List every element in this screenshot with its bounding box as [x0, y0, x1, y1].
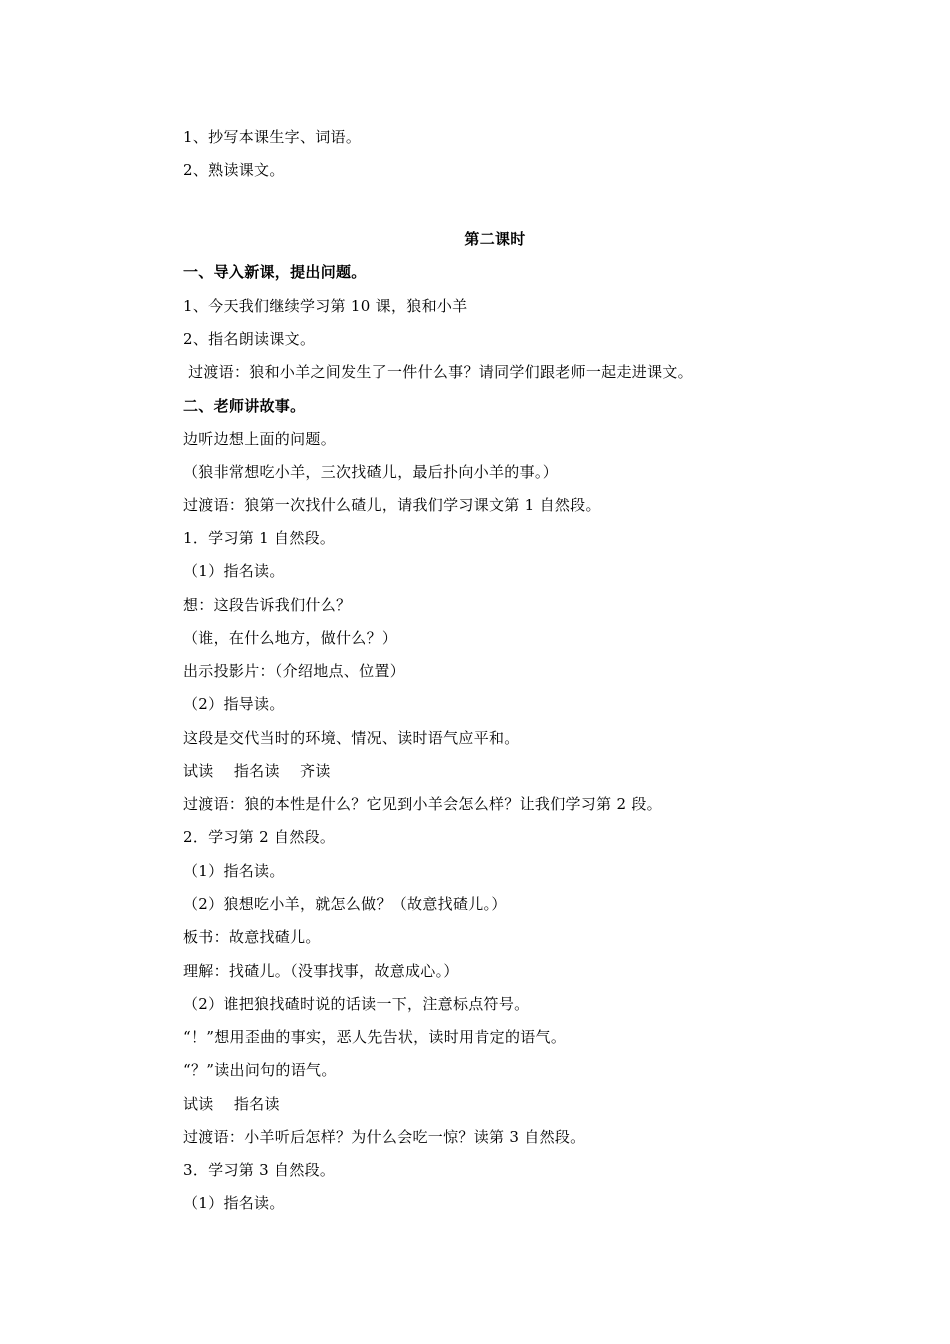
section2-line: 1．学习第 1 自然段。 — [183, 529, 336, 547]
section2-line: 3．学习第 3 自然段。 — [183, 1161, 336, 1179]
section2-line: 过渡语：狼第一次找什么碴儿，请我们学习课文第 1 自然段。 — [183, 496, 601, 514]
lesson-title: 第二课时 — [464, 230, 526, 248]
homework-item-2: 2、熟读课文。 — [183, 161, 285, 179]
section2-line: （2）指导读。 — [183, 695, 285, 713]
section2-line: （2）谁把狼找碴时说的话读一下，注意标点符号。 — [183, 995, 530, 1013]
section2-line: （1）指名读。 — [183, 1194, 285, 1212]
section2-line: 板书：故意找碴儿。 — [183, 928, 321, 946]
section2-line: “？”读出问句的语气。 — [183, 1061, 337, 1079]
section2-line: （1）指名读。 — [183, 862, 285, 880]
section2-line: 过渡语：狼的本性是什么？它见到小羊会怎么样？让我们学习第 2 段。 — [183, 795, 662, 813]
section2-line: （1）指名读。 — [183, 562, 285, 580]
section2-line: 这段是交代当时的环境、情况、读时语气应平和。 — [183, 729, 520, 747]
section2-line: （谁，在什么地方，做什么？） — [183, 629, 398, 647]
homework-item-1: 1、抄写本课生字、词语。 — [183, 128, 362, 146]
section2-line: 理解：找碴儿。（没事找事，故意成心。） — [183, 962, 459, 980]
section2-line: 边听边想上面的问题。 — [183, 430, 337, 448]
section2-heading: 二、老师讲故事。 — [183, 397, 306, 415]
section1-line: 1、今天我们继续学习第 10 课，狼和小羊 — [183, 297, 468, 315]
section2-line: 试读 指名读 — [183, 1095, 280, 1113]
section2-line: “！”想用歪曲的事实，恶人先告状，读时用肯定的语气。 — [183, 1028, 567, 1046]
transition-line: 过渡语：狼和小羊之间发生了一件什么事？请同学们跟老师一起走进课文。 — [183, 363, 693, 381]
section2-line: 2．学习第 2 自然段。 — [183, 828, 336, 846]
section2-line: 试读 指名读 齐读 — [183, 762, 331, 780]
section1-heading: 一、导入新课，提出问题。 — [183, 263, 367, 281]
section2-line: （狼非常想吃小羊，三次找碴儿，最后扑向小羊的事。） — [183, 463, 559, 481]
section2-line: （2）狼想吃小羊，就怎么做？（故意找碴儿。） — [183, 895, 507, 913]
section1-line: 2、指名朗读课文。 — [183, 330, 316, 348]
section2-line: 过渡语：小羊听后怎样？为什么会吃一惊？读第 3 自然段。 — [183, 1128, 586, 1146]
section2-line: 想：这段告诉我们什么？ — [183, 596, 352, 614]
section2-line: 出示投影片：（介绍地点、位置） — [183, 662, 406, 680]
